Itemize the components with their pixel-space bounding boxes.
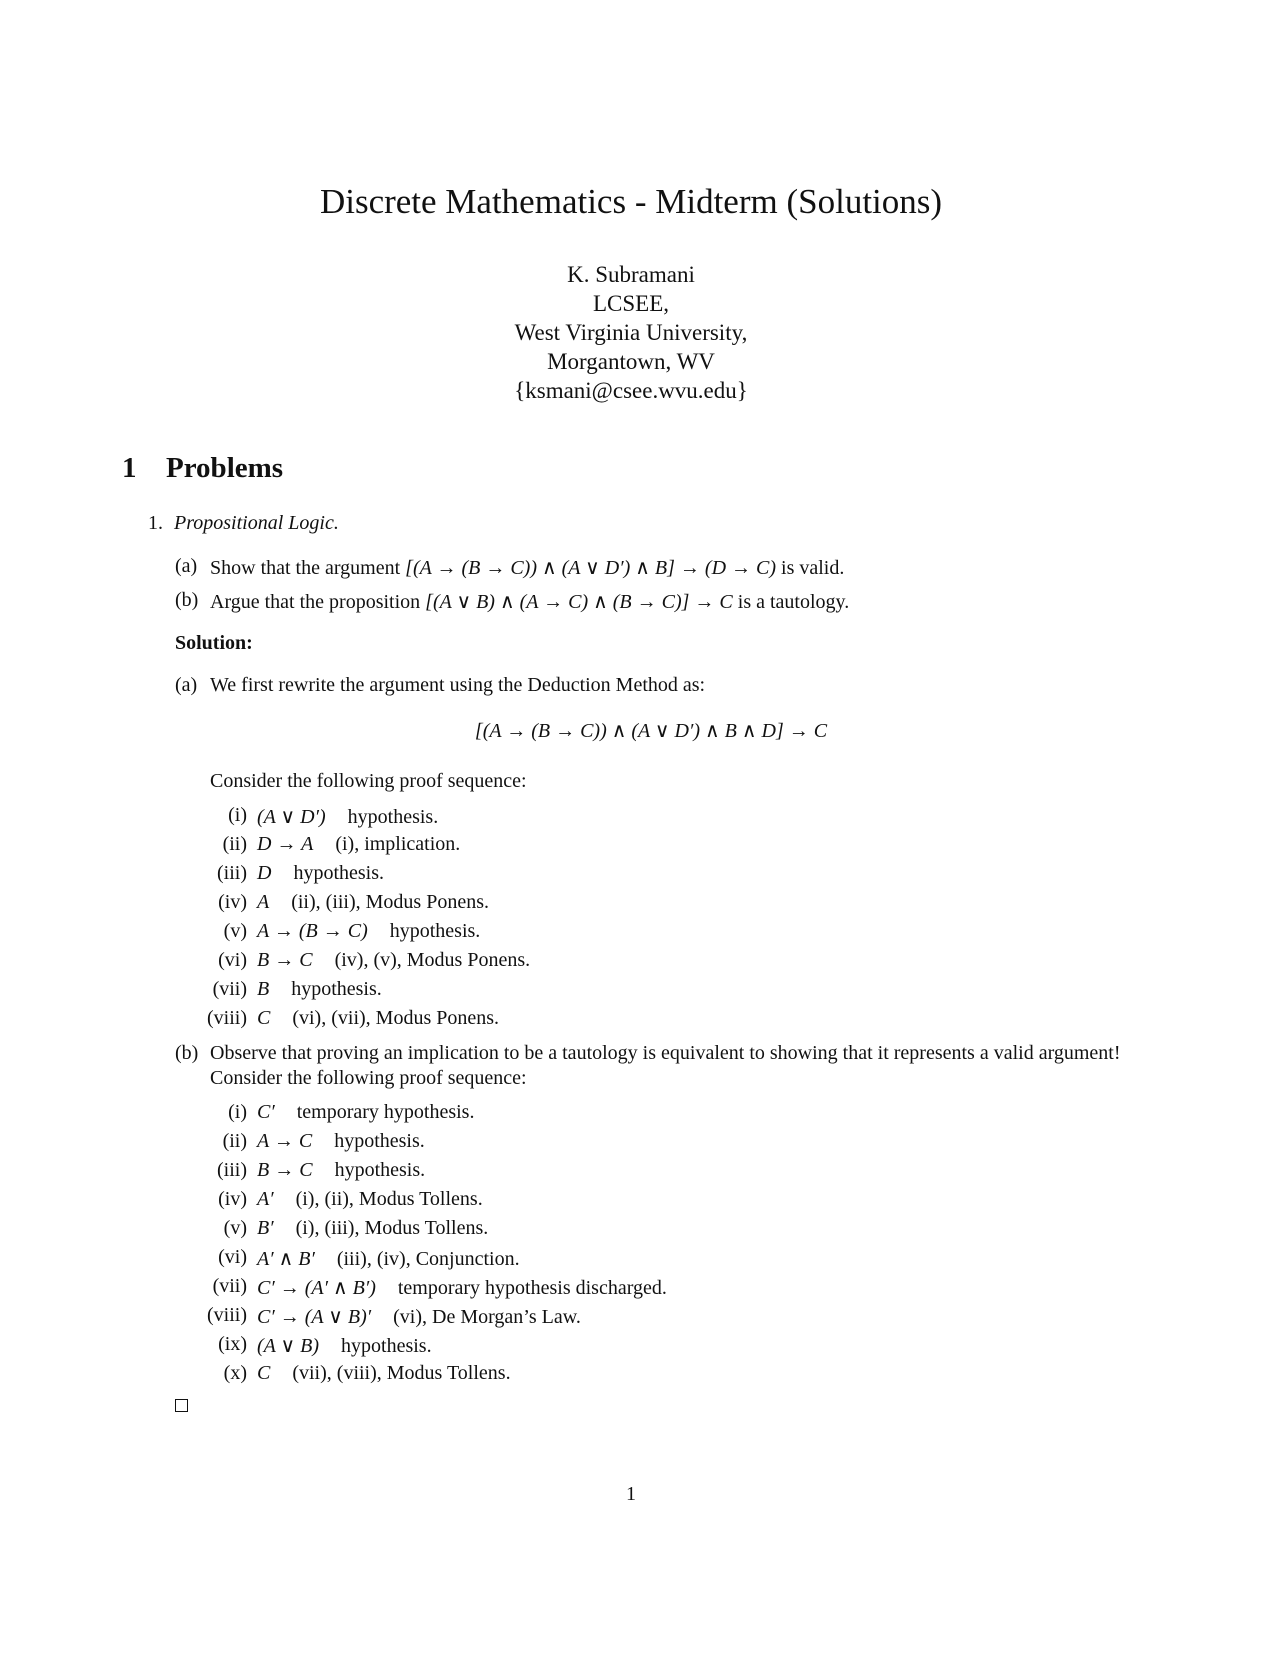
proof-step-reason: temporary hypothesis discharged.: [397, 1277, 667, 1299]
proof-step-reason: hypothesis.: [293, 862, 385, 884]
proof-step-formula: C: [257, 1362, 271, 1384]
solution-b-intro: Observe that proving an implication to be a tautology is equivalent to showing that it represents a valid argument!: [210, 1042, 1121, 1064]
proof-step-label: (ii): [222, 1130, 247, 1152]
problem-heading: Propositional Logic.: [174, 512, 339, 534]
part-b-pre: Argue that the proposition: [210, 591, 421, 613]
part-b-label: (b): [175, 589, 199, 611]
proof-step-reason: (ii), (iii), Modus Ponens.: [291, 891, 489, 913]
proof-step: [257, 833, 460, 856]
part-b-statement: [210, 589, 849, 614]
proof-step-reason: (iii), (iv), Conjunction.: [336, 1248, 520, 1270]
proof-step-label: (v): [223, 1217, 247, 1239]
proof-step: [257, 891, 489, 914]
proof-step-formula: B: [257, 978, 270, 1000]
part-a-statement: [210, 555, 844, 580]
proof-step-reason: hypothesis.: [389, 920, 481, 942]
proof-step: [257, 978, 382, 1001]
proof-step: [257, 1304, 581, 1329]
part-a-pre: Show that the argument: [210, 557, 401, 579]
proof-step-formula: A: [257, 891, 270, 913]
proof-step: [257, 1217, 488, 1240]
proof-step: [257, 1333, 432, 1358]
part-a-formula: [(A → (B → C)) ∧ (A ∨ D′) ∧ B] → (D → C): [405, 557, 777, 579]
proof-step-formula: B → C: [257, 1159, 313, 1181]
problem-number: 1.: [148, 512, 163, 534]
page-number: 1: [626, 1483, 636, 1505]
proof-step-label: (ii): [222, 833, 247, 855]
solution-a-intro: We first rewrite the argument using the Deduction Method as:: [210, 674, 706, 696]
proof-step-reason: hypothesis.: [291, 978, 382, 1000]
proof-step-formula: A′: [257, 1188, 274, 1210]
proof-step-reason: hypothesis.: [347, 806, 439, 828]
proof-step-reason: (i), (iii), Modus Tollens.: [295, 1217, 489, 1239]
proof-step-formula: C: [257, 1007, 271, 1029]
proof-step: [257, 1159, 425, 1182]
proof-step-label: (iii): [217, 862, 247, 884]
proof-step: [257, 1188, 483, 1211]
proof-step-label: (iv): [218, 1188, 247, 1210]
qed-symbol: [175, 1399, 188, 1412]
proof-step-formula: B′: [257, 1217, 274, 1239]
proof-step-label: (vi): [218, 1246, 247, 1268]
solution-a-lead: Consider the following proof sequence:: [210, 770, 527, 792]
section-number: 1: [122, 452, 137, 484]
proof-step-label: (ix): [218, 1333, 247, 1355]
solution-a-label: (a): [175, 674, 198, 696]
proof-step-formula: (A ∨ B): [257, 1335, 320, 1357]
proof-step-formula: (A ∨ D′): [257, 806, 326, 828]
document-title: Discrete Mathematics - Midterm (Solutions): [319, 182, 943, 221]
author-city: Morgantown, WV: [547, 349, 715, 374]
author-email: {ksmani@csee.wvu.edu}: [514, 378, 748, 403]
proof-step-reason: (iv), (v), Modus Ponens.: [334, 949, 531, 971]
proof-step-label: (iii): [217, 1159, 247, 1181]
proof-step-reason: (vi), De Morgan’s Law.: [393, 1306, 581, 1328]
section-title: Problems: [166, 452, 284, 484]
proof-step: [257, 804, 438, 829]
proof-step-formula: C′: [257, 1101, 275, 1123]
proof-step-formula: A′ ∧ B′: [257, 1248, 315, 1270]
proof-step-formula: B → C: [257, 949, 313, 971]
proof-step: [257, 1362, 511, 1385]
proof-step-label: (vi): [218, 949, 247, 971]
proof-step: [257, 862, 384, 885]
part-b-post: is a tautology.: [737, 591, 850, 613]
proof-step-label: (v): [223, 920, 247, 942]
proof-step: [257, 949, 530, 972]
proof-step: [257, 1007, 499, 1030]
proof-step-reason: (i), implication.: [335, 833, 461, 855]
proof-step: [257, 920, 480, 943]
proof-step-label: (iv): [218, 891, 247, 913]
proof-step: [257, 1275, 667, 1300]
proof-step-formula: D → A: [257, 833, 314, 855]
proof-step: [257, 1130, 425, 1153]
solution-heading: Solution:: [175, 632, 253, 654]
proof-step: [257, 1101, 474, 1124]
author-dept: LCSEE,: [592, 291, 670, 316]
proof-step-label: (vii): [212, 978, 247, 1000]
proof-step-reason: (i), (ii), Modus Tollens.: [295, 1188, 483, 1210]
proof-step-reason: hypothesis.: [334, 1159, 426, 1181]
proof-step-label: (i): [228, 1101, 247, 1123]
proof-step-label: (vii): [212, 1275, 247, 1297]
proof-step-label: (x): [223, 1362, 247, 1384]
proof-step-reason: (vii), (viii), Modus Tollens.: [292, 1362, 511, 1384]
deduction-formula: [(A → (B → C)) ∧ (A ∨ D′) ∧ B ∧ D] → C: [474, 720, 828, 742]
proof-step-label: (viii): [207, 1007, 247, 1029]
proof-step-formula: A → (B → C): [257, 920, 368, 942]
proof-step-label: (i): [228, 804, 247, 826]
proof-step-label: (viii): [207, 1304, 247, 1326]
solution-b-label: (b): [175, 1042, 199, 1064]
author-university: West Virginia University,: [514, 320, 748, 345]
proof-step-formula: D: [257, 862, 272, 884]
proof-step-reason: (vi), (vii), Modus Ponens.: [292, 1007, 500, 1029]
part-b-formula: [(A ∨ B) ∧ (A → C) ∧ (B → C)] → C: [425, 591, 733, 613]
part-a-label: (a): [175, 555, 198, 577]
solution-b-lead: Consider the following proof sequence:: [210, 1067, 527, 1089]
proof-step-formula: A → C: [257, 1130, 313, 1152]
part-a-post: is valid.: [781, 557, 845, 579]
proof-step: [257, 1246, 520, 1271]
proof-step-formula: C′ → (A′ ∧ B′): [257, 1277, 376, 1299]
author-name: K. Subramani: [567, 262, 695, 287]
proof-step-reason: hypothesis.: [341, 1335, 432, 1357]
proof-step-reason: temporary hypothesis.: [296, 1101, 475, 1123]
proof-step-formula: C′ → (A ∨ B)′: [257, 1306, 372, 1328]
proof-step-reason: hypothesis.: [334, 1130, 425, 1152]
